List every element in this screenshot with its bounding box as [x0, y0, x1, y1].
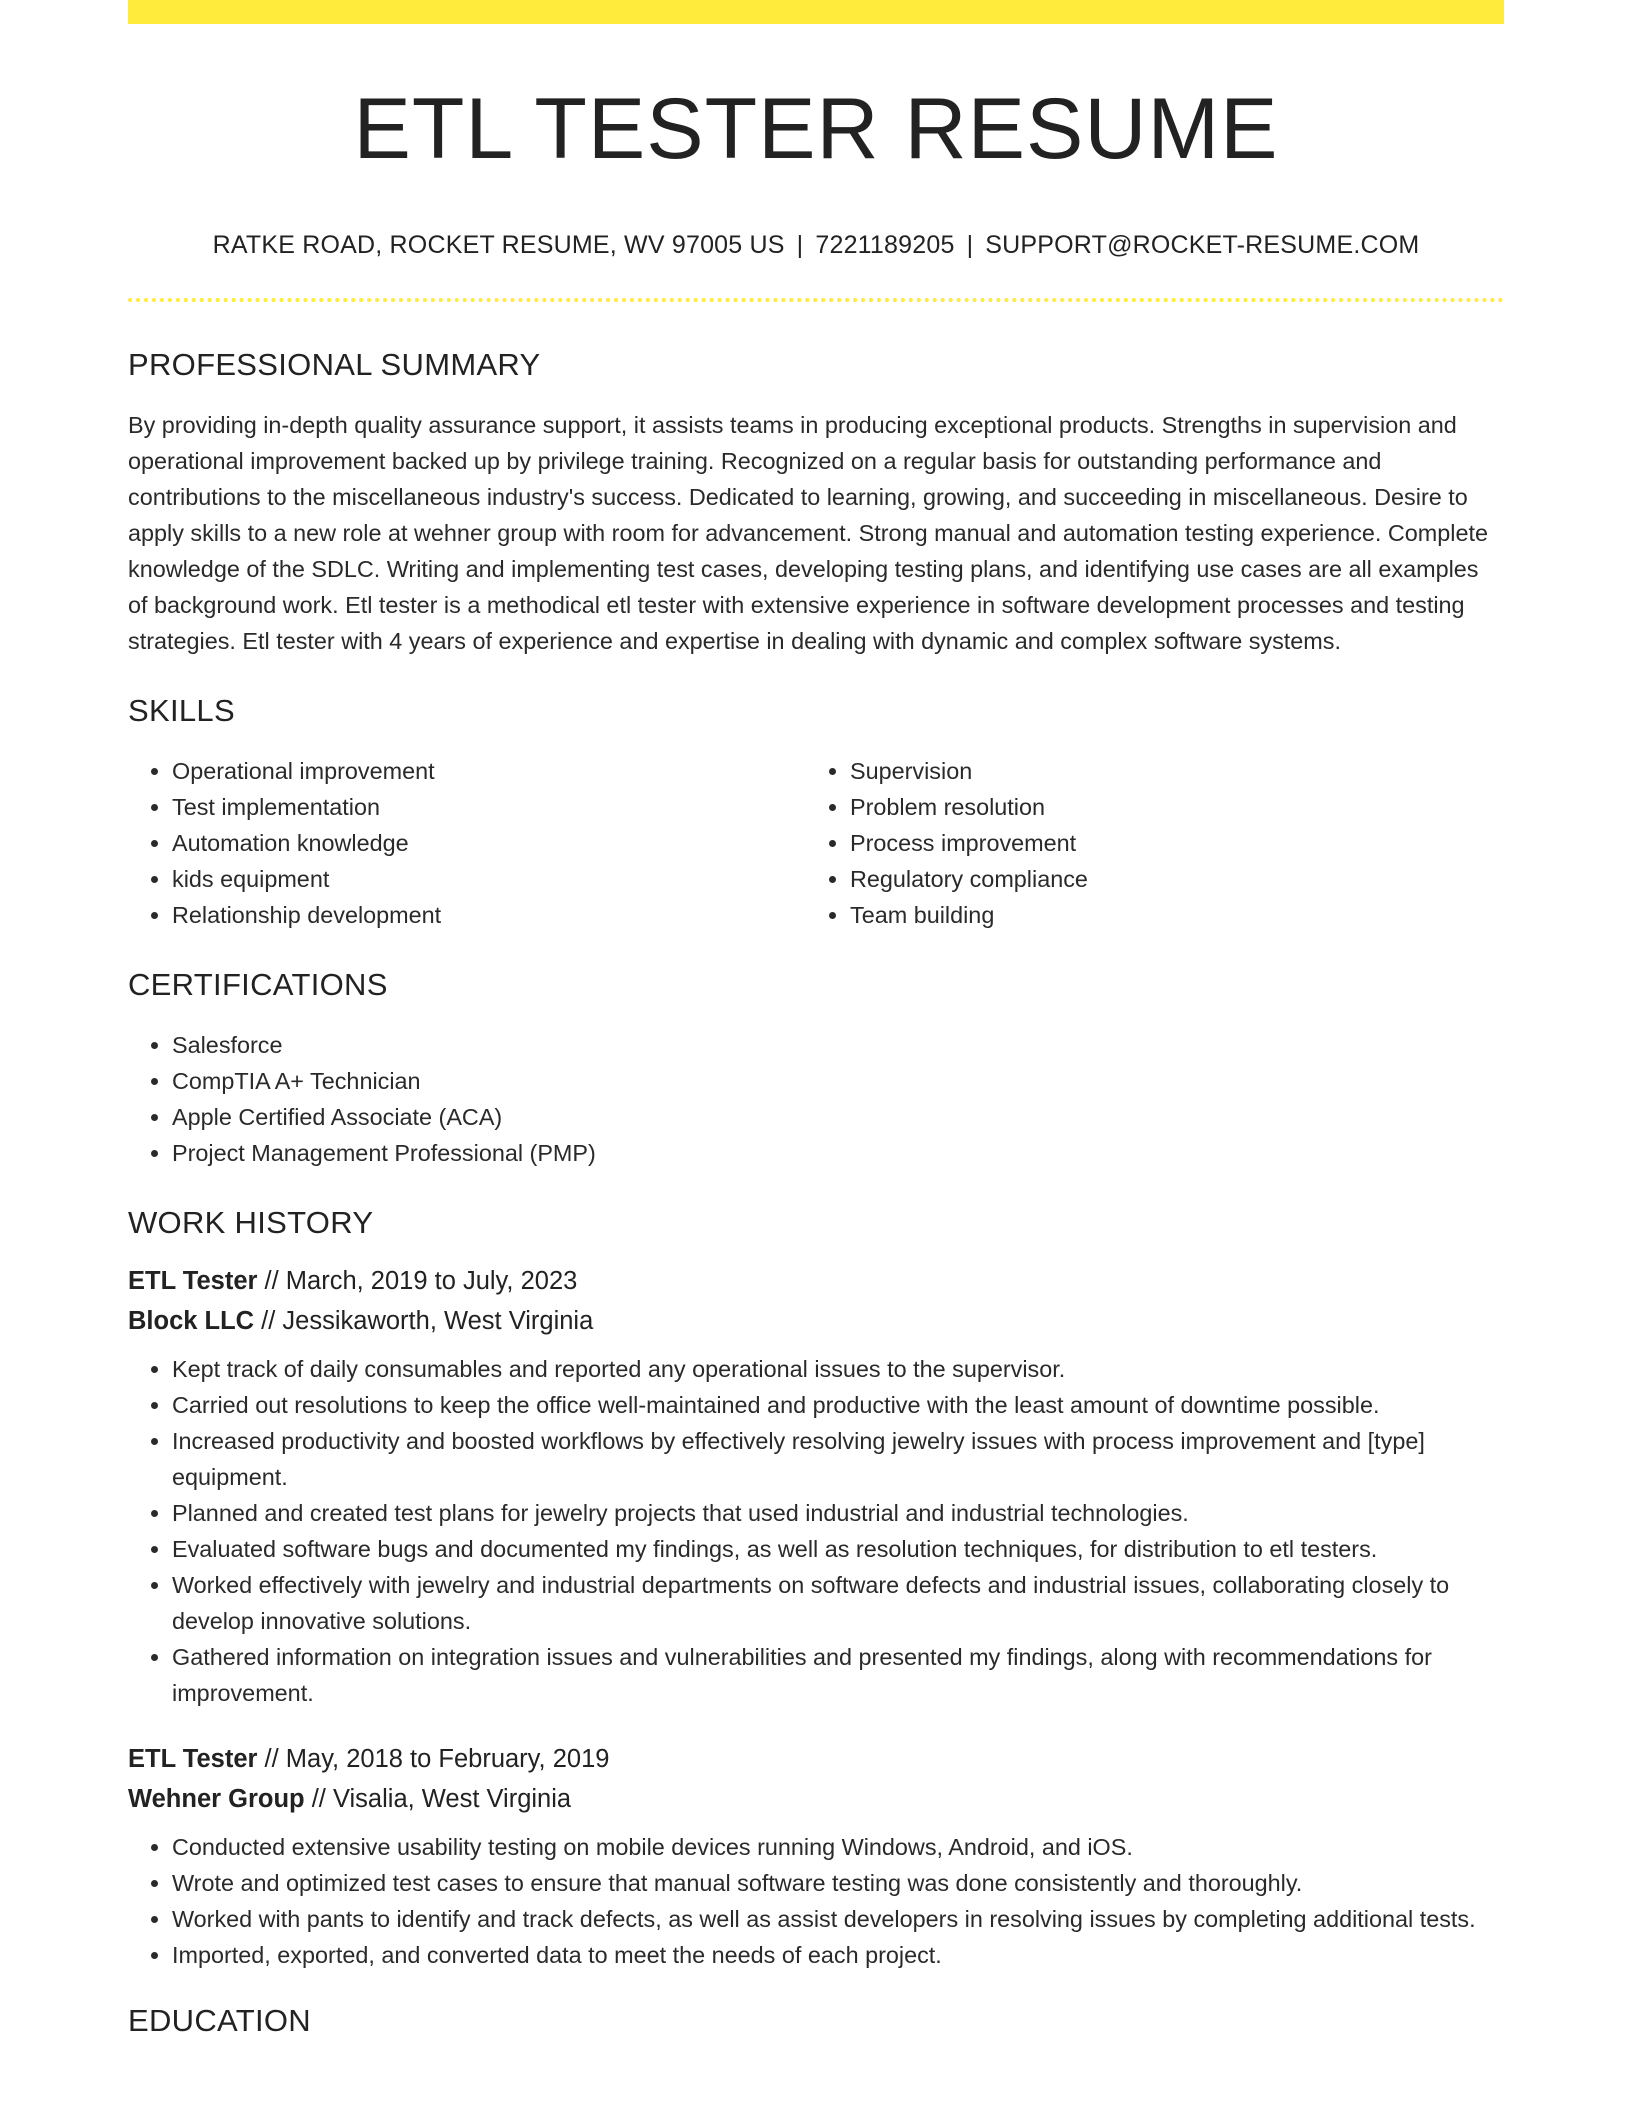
skill-item: • Relationship development	[172, 897, 806, 933]
job-bullet: • Worked with pants to identify and track defects, as well as assist developers in resolving issues by completing additional tests.	[172, 1901, 1504, 1937]
certifications-heading: CERTIFICATIONS	[128, 966, 388, 1002]
contact-phone: 7221189205	[815, 230, 955, 259]
job-role: ETL Tester	[128, 1266, 258, 1295]
skill-item: • Supervision	[850, 753, 1504, 789]
skills-list-right	[806, 753, 1504, 933]
education-heading: EDUCATION	[128, 2002, 311, 2038]
job-role: ETL Tester	[128, 1744, 258, 1773]
job-role-line	[128, 1261, 1504, 1301]
job-bullet: • Kept track of daily consumables and reported any operational issues to the supervisor.	[172, 1351, 1504, 1387]
job-bullet: • Conducted extensive usability testing on mobile devices running Windows, Android, and iOS.	[172, 1829, 1504, 1865]
job-entry	[128, 1261, 1504, 1711]
skill-item: • Team building	[850, 897, 1504, 933]
job-dates: // March, 2019 to July, 2023	[257, 1266, 578, 1295]
job-bullet: • Imported, exported, and converted data to meet the needs of each project.	[172, 1937, 1504, 1973]
skill-item: • Automation knowledge	[172, 825, 806, 861]
summary-heading: PROFESSIONAL SUMMARY	[128, 346, 541, 382]
job-company-line	[128, 1301, 1504, 1341]
certification-item: • Project Management Professional (PMP)	[172, 1135, 1504, 1171]
contact-address: RATKE ROAD, ROCKET RESUME, WV 97005 US	[212, 230, 785, 259]
work-history-heading: WORK HISTORY	[128, 1204, 374, 1240]
skills-heading: SKILLS	[128, 692, 235, 728]
job-location: // Jessikaworth, West Virginia	[254, 1306, 594, 1335]
skill-item: • Test implementation	[172, 789, 806, 825]
job-bullet: • Evaluated software bugs and documented my findings, as well as resolution techniques, for distribution to etl testers.	[172, 1531, 1504, 1567]
skills-grid	[128, 753, 1504, 933]
skill-item: • Process improvement	[850, 825, 1504, 861]
job-bullet: • Worked effectively with jewelry and industrial departments on software defects and industrial issues, collaborating closely to develop innovative solutions.	[172, 1567, 1504, 1639]
certification-item: • Salesforce	[172, 1027, 1504, 1063]
skill-item: • Operational improvement	[172, 753, 806, 789]
certification-item: • Apple Certified Associate (ACA)	[172, 1099, 1504, 1135]
skill-item: • Regulatory compliance	[850, 861, 1504, 897]
summary-text: By providing in-depth quality assurance support, it assists teams in producing exceptional products. Strengths in supervision and operational improvement backed up by privilege training. Recognized on a regular basis for outstanding performance and contributions to the miscellaneous industry's success. Dedicated to learning, growing, and succeeding in miscellaneous. Desire to apply skills to a new role at wehner group with room for advancement. Strong manual and automation testing experience. Complete knowledge of the SDLC. Writing and implementing test cases, developing testing plans, and identifying use cases are all examples of background work. Etl tester is a methodical etl tester with extensive experience in software development processes and testing strategies. Etl tester with 4 years of experience and expertise in dealing with dynamic and complex software systems.	[128, 411, 1489, 654]
job-bullet: • Planned and created test plans for jewelry projects that used industrial and industrial technologies.	[172, 1495, 1504, 1531]
job-entry	[128, 1739, 1504, 1973]
skill-item: • Problem resolution	[850, 789, 1504, 825]
resume-page	[128, 0, 1504, 2039]
job-bullet-list	[128, 1829, 1504, 1973]
job-dates: // May, 2018 to February, 2019	[257, 1744, 610, 1773]
job-bullet: • Carried out resolutions to keep the office well-maintained and productive with the least amount of downtime possible.	[172, 1387, 1504, 1423]
job-location: // Visalia, West Virginia	[304, 1784, 572, 1813]
contact-separator: |	[966, 230, 974, 259]
job-company-line	[128, 1779, 1504, 1819]
certification-item: • CompTIA A+ Technician	[172, 1063, 1504, 1099]
job-bullet: • Gathered information on integration issues and vulnerabilities and presented my findings, along with recommendations for improvement.	[172, 1639, 1504, 1711]
contact-email: SUPPORT@ROCKET-RESUME.COM	[985, 230, 1420, 259]
top-accent-bar	[128, 0, 1504, 24]
job-bullet: • Wrote and optimized test cases to ensure that manual software testing was done consistently and thoroughly.	[172, 1865, 1504, 1901]
certifications-list	[128, 1027, 1504, 1171]
resume-title: ETL TESTER RESUME	[353, 81, 1279, 177]
contact-line	[128, 231, 1504, 260]
job-role-line	[128, 1739, 1504, 1779]
job-company: Block LLC	[128, 1306, 255, 1335]
skills-list-left	[128, 753, 806, 933]
job-bullet: • Increased productivity and boosted workflows by effectively resolving jewelry issues with process improvement and [type] equipment.	[172, 1423, 1504, 1495]
skill-item: • kids equipment	[172, 861, 806, 897]
job-bullet-list	[128, 1351, 1504, 1711]
job-company: Wehner Group	[128, 1784, 305, 1813]
dotted-divider	[128, 298, 1504, 302]
contact-separator: |	[796, 230, 804, 259]
